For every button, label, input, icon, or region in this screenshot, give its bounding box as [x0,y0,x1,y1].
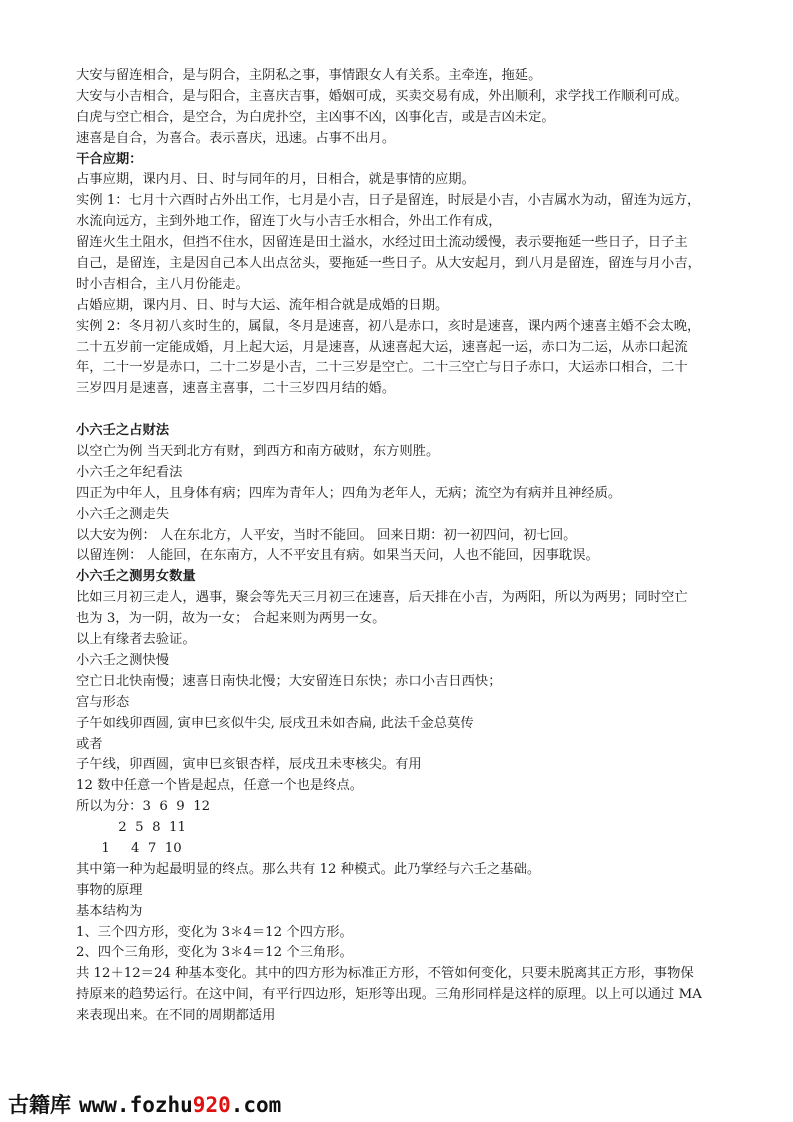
text-line: 2 5 8 11 [76,820,186,836]
text-line: 小六壬之测快慢 [76,652,170,668]
text-line: 以上有缘者去验证。 [76,632,196,648]
text-line: 大安与小吉相合，是与阳合，主喜庆吉事，婚姻可成，买卖交易有成，外出顺利，求学找工作顺利可成。 [76,88,688,104]
text-line: 子午线，卯酉圆，寅申巳亥银杏样，辰戌丑未枣核尖。有用 [76,757,422,773]
text-line: 年，二十一岁是赤口，二十二岁是小吉，二十三岁是空亡。二十三空亡与日子赤口，大运赤口相合，二十 [76,360,688,376]
text-line: 以大安为例： 人在东北方，人平安，当时不能回。 回来日期：初一初四问，初七回。 [76,527,577,543]
blank-line [76,400,721,421]
text-line: 实例 1：七月十六酉时占外出工作，七月是小吉，日子是留连，时辰是小吉，小吉属水为动，留连为远方， [76,193,701,209]
text-line: 水流向远方，主到外地工作，留连丁火与小吉壬水相合，外出工作有成， [76,214,502,230]
text-line: 共 12＋12＝24 种基本变化。其中的四方形为标准正方形，不管如何变化，只要未脱离其正方形，事物保 [76,966,694,982]
text-line: 其中第一种为起最明显的终点。那么共有 12 种模式。此乃掌经与六壬之基础。 [76,861,541,877]
text-line: 实例 2：冬月初八亥时生的，属鼠，冬月是速喜，初八是赤口，亥时是速喜，课内两个速喜主婚不会太晚， [76,318,701,334]
text-line: 小六壬之测走失 [76,506,170,522]
text-line: 以空亡为例 当天到北方有财，到西方和南方破财，东方则胜。 [76,444,440,460]
section-heading: 小六壬之占财法 [76,423,170,439]
footer-watermark[interactable] [8,1089,281,1119]
text-line: 持原来的趋势运行。在这中间，有平行四边形，矩形等出现。三角形同样是这样的原理。以上可以通过 MA [76,987,702,1003]
text-line: 基本结构为 [76,903,143,919]
text-line: 三岁四月是速喜，速喜主喜事，二十三岁四月结的婚。 [76,381,396,397]
text-line: 1、三个四方形，变化为 3＊4＝12 个四方形。 [76,924,353,940]
text-line: 或者 [76,736,103,752]
text-line: 子午如线卯酉圆, 寅申巳亥似牛尖, 辰戌丑未如杏扁, 此法千金总莫传 [76,715,474,731]
text-line: 速喜是自合，为喜合。表示喜庆，迅速。占事不出月。 [76,130,396,146]
document-body [76,66,721,1027]
text-line: 来表现出来。在不同的周期都适用 [76,1008,276,1024]
text-line: 以留连例： 人能回，在东南方，人不平安且有病。如果当天问，人也不能回，因事耽误。 [76,548,599,564]
footer-url[interactable]: www.fozhu920.com [79,1093,282,1117]
text-line: 自己，是留连，主是因自己本人出点岔头，要拖延一些日子。从大安起月，到八月是留连，留连与月小吉， [76,256,701,272]
text-line: 宫与形态 [76,694,130,710]
text-line: 大安与留连相合，是与阴合，主阴私之事，事情跟女人有关系。主牵连，拖延。 [76,68,542,83]
text-line: 12 数中任意一个皆是起点，任意一个也是终点。 [76,778,364,794]
text-line: 四正为中年人，且身体有病；四库为青年人；四角为老年人，无病；流空为有病并且神经质。 [76,485,622,501]
text-line: 二十五岁前一定能成婚，月上起大运，月是速喜，从速喜起大运，速喜起一运，赤口为二运，从赤口起流 [76,339,688,355]
section-heading: 干合应期： [76,151,143,167]
text-line: 所以为分：3 6 9 12 [76,799,211,815]
text-line: 占事应期，课内月、日、时与同年的月，日相合，就是事情的应期。 [76,172,475,188]
section-heading: 小六壬之测男女数量 [76,569,196,585]
footer-brand: 古籍库 [8,1093,71,1117]
text-line: 事物的原理 [76,882,143,898]
text-line: 1 4 7 10 [76,840,182,856]
text-line: 比如三月初三走人，遇事，聚会等先天三月初三在速喜，后天排在小吉，为两阳，所以为两男；同时空亡 [76,590,688,606]
text-line: 也为 3，为一阴，故为一女； 合起来则为两男一女。 [76,611,386,627]
text-line: 空亡日北快南慢；速喜日南快北慢；大安留连日东快；赤口小吉日西快； [76,673,502,689]
text-line: 2、四个三角形，变化为 3＊4＝12 个三角形。 [76,945,353,961]
text-line: 时小吉相合，主八月份能走。 [76,276,249,292]
text-line: 白虎与空亡相合，是空合，为白虎扑空，主凶事不凶，凶事化吉，或是吉凶未定。 [76,109,555,125]
text-line: 占婚应期，课内月、日、时与大运、流年相合就是成婚的日期。 [76,297,449,313]
text-line: 留连火生土阻水，但挡不住水，因留连是田土溢水，水经过田土流动缓慢，表示要拖延一些日子，日子主 [76,235,688,251]
text-line: 小六壬之年纪看法 [76,464,183,480]
